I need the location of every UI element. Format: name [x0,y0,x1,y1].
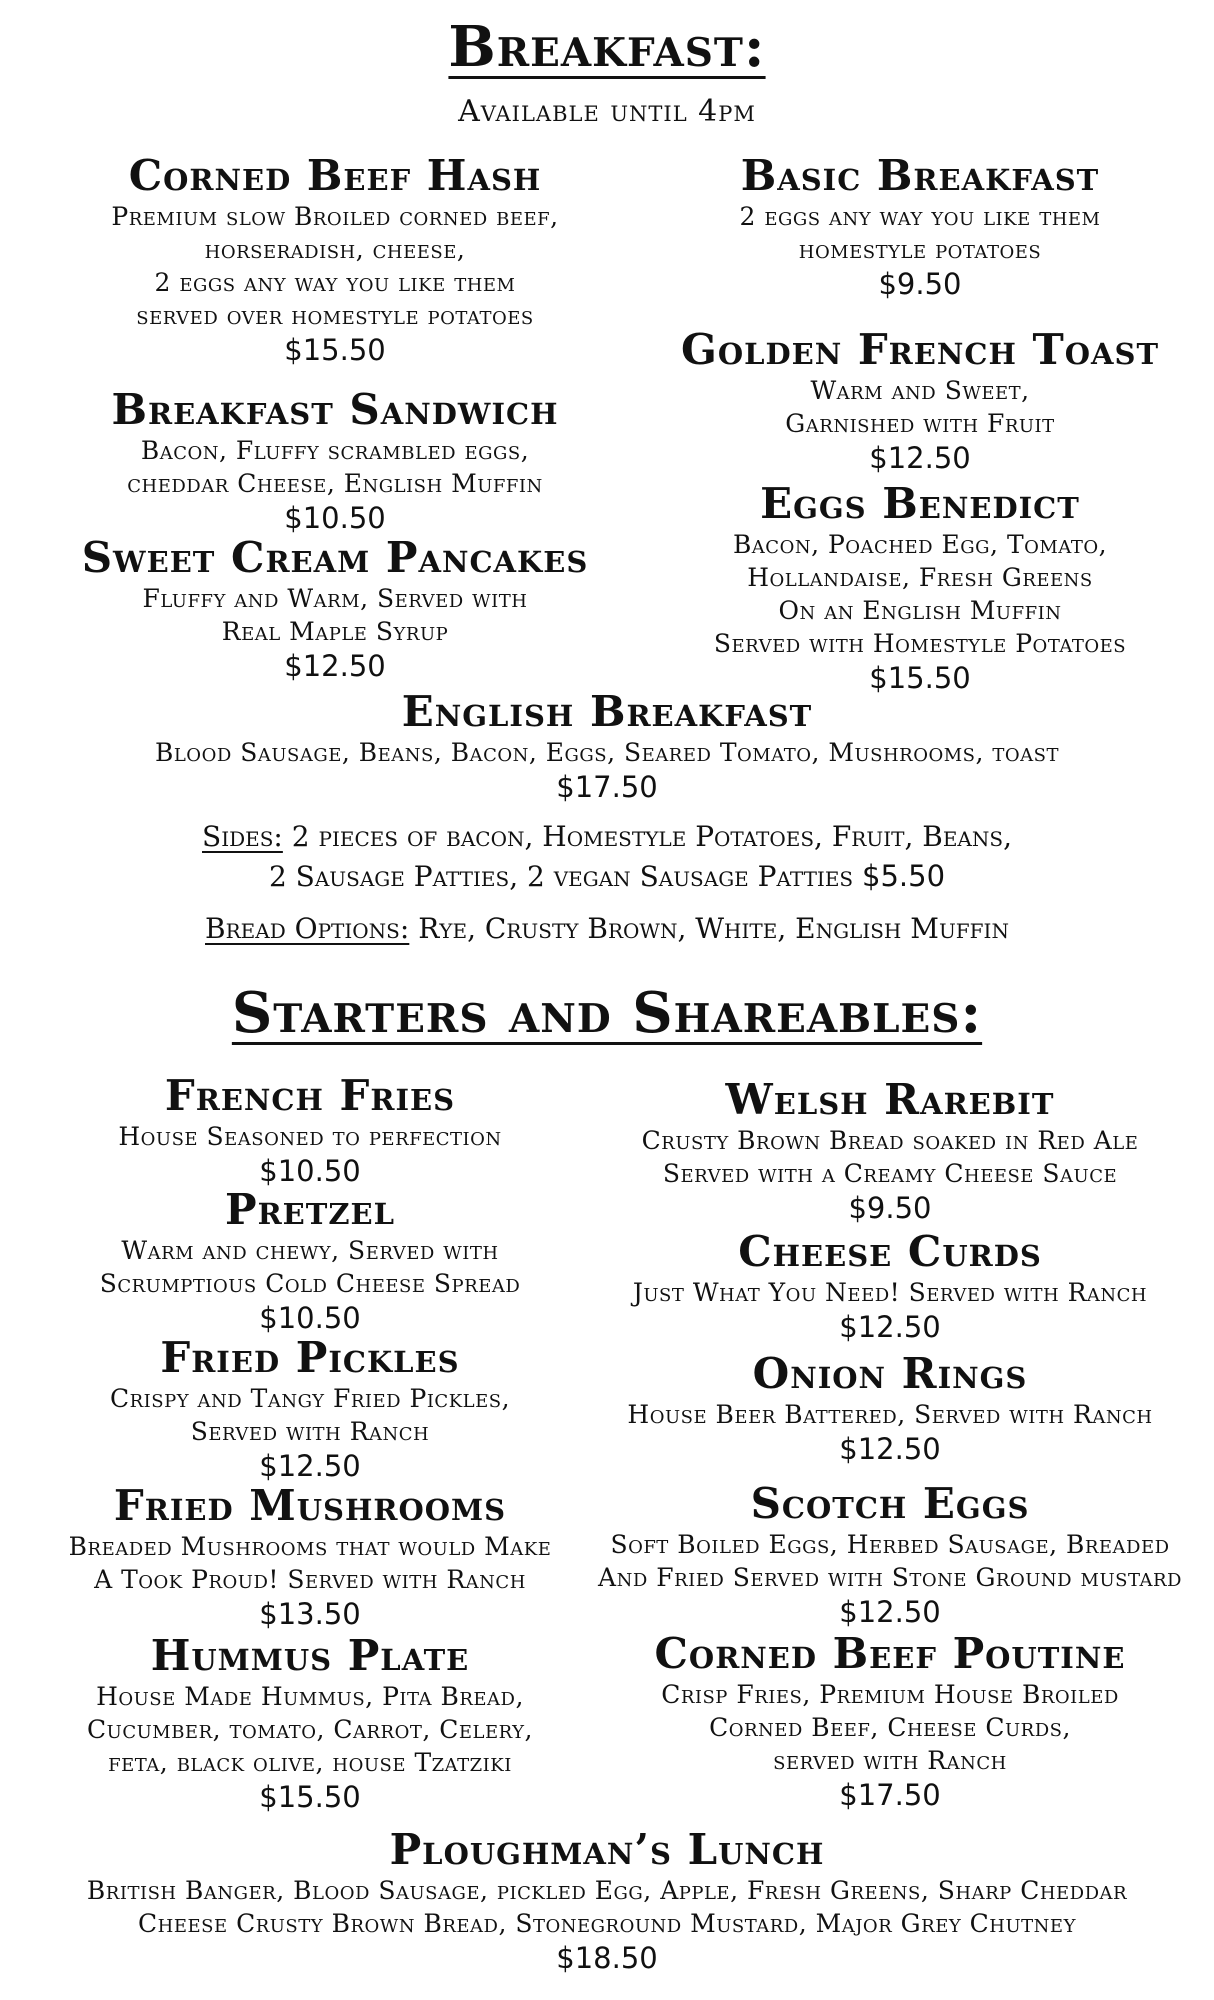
item-name: Golden French Toast [680,325,1160,374]
menu-item-sweet-cream-pancakes [40,534,630,684]
item-description: Just What You Need! Served with Ranch [632,1278,1148,1307]
item-description: Breaded Mushrooms that would Make A Took Proud! Served with Ranch [68,1532,552,1594]
item-name: Ploughman’s Lunch [389,1825,825,1874]
item-price: $9.50 [848,1191,932,1225]
sides-text-1: 2 pieces of bacon, Homestyle Potatoes, Fruit, Beans, [291,820,1012,853]
item-description: Premium slow Broiled corned beef, horseradish, cheese, 2 eggs any way you like them served over homestyle potatoes [111,202,559,330]
item-price: $17.50 [556,770,658,804]
menu-item-fried-mushrooms [10,1482,610,1632]
item-description: House Seasoned to perfection [118,1122,502,1151]
menu-item-corned-beef-hash [40,152,630,368]
bread-text: Rye, Crusty Brown, White, English Muffin [418,912,1009,945]
item-description: Blood Sausage, Beans, Bacon, Eggs, Seared Tomato, Mushrooms, toast [154,738,1059,767]
menu-item-french-fries [10,1072,610,1189]
sides-line-2 [20,858,1194,896]
menu-item-onion-rings [580,1350,1200,1467]
item-description: Crisp Fries, Premium House Broiled Corned Beef, Cheese Curds, served with Ranch [661,1680,1119,1775]
item-name: Scotch Eggs [750,1479,1030,1528]
item-price: $15.50 [869,661,971,695]
item-name: French Fries [164,1071,456,1120]
item-description: Crispy and Tangy Fried Pickles, Served with Ranch [109,1384,511,1446]
item-description: Fluffy and Warm, Served with Real Maple Syrup [142,584,528,646]
sides-price: $5.50 [862,859,946,893]
sides-line-1 [20,818,1194,856]
sides-label: Sides: [202,820,283,853]
item-description: Bacon, Poached Egg, Tomato, Hollandaise, Fresh Greens On an English Muffin Served with Homestyle Potatoes [713,530,1127,658]
item-price: $12.50 [839,1310,941,1344]
menu-item-basic-breakfast [640,152,1200,302]
item-name: Eggs Benedict [760,479,1080,528]
breakfast-subtitle: Available until 4pm [458,94,756,129]
item-price: $12.50 [259,1449,361,1483]
sides-text-2: 2 Sausage Patties, 2 vegan Sausage Patties [268,860,854,893]
item-price: $9.50 [878,267,962,301]
item-name: Pretzel [224,1185,396,1234]
menu-item-golden-french-toast [640,326,1200,476]
item-description: House Made Hummus, Pita Bread, Cucumber, tomato, Carrot, Celery, feta, black olive, house Tzatziki [87,1682,533,1777]
item-name: English Breakfast [401,687,813,736]
item-name: Cheese Curds [738,1227,1042,1276]
item-name: Basic Breakfast [740,151,1100,200]
item-name: Breakfast Sandwich [111,385,559,434]
item-name: Sweet Cream Pancakes [81,533,589,582]
item-description: House Beer Battered, Served with Ranch [627,1400,1153,1429]
item-description: Bacon, Fluffy scrambled eggs, cheddar Cheese, English Muffin [127,436,543,498]
bread-label: Bread Options: [205,912,410,945]
menu-item-eggs-benedict [640,480,1200,696]
item-name: Fried Pickles [160,1333,460,1382]
bread-options [20,910,1194,948]
item-description: Soft Boiled Eggs, Herbed Sausage, Breaded And Fried Served with Stone Ground mustard [598,1530,1182,1592]
item-price: $13.50 [259,1597,361,1631]
breakfast-title: Breakfast: [448,14,766,80]
menu-item-ploughmans-lunch [20,1826,1194,1976]
item-name: Onion Rings [752,1349,1028,1398]
item-price: $15.50 [259,1780,361,1814]
item-name: Corned Beef Hash [128,151,542,200]
item-price: $12.50 [839,1432,941,1466]
menu-item-fried-pickles [10,1334,610,1484]
item-price: $10.50 [259,1301,361,1335]
item-price: $10.50 [284,501,386,535]
menu-item-scotch-eggs [580,1480,1200,1630]
starters-title: Starters and Shareables: [231,980,983,1046]
item-price: $12.50 [869,441,971,475]
menu-item-english-breakfast [20,688,1194,805]
item-name: Hummus Plate [150,1631,470,1680]
menu-item-cheese-curds [580,1228,1200,1345]
menu-item-pretzel [10,1186,610,1336]
menu-item-corned-beef-poutine [580,1630,1200,1813]
item-price: $18.50 [556,1941,658,1975]
item-name: Corned Beef Poutine [654,1629,1126,1678]
item-price: $10.50 [259,1154,361,1188]
item-price: $17.50 [839,1778,941,1812]
item-price: $12.50 [839,1595,941,1629]
menu-item-hummus-plate [10,1632,610,1815]
item-description: Warm and chewy, Served with Scrumptious Cold Cheese Spread [99,1236,521,1298]
menu-item-breakfast-sandwich [40,386,630,536]
item-price: $15.50 [284,333,386,367]
item-description: Warm and Sweet, Garnished with Fruit [785,376,1055,438]
item-description: 2 eggs any way you like them homestyle potatoes [739,202,1101,264]
menu-item-welsh-rarebit [580,1076,1200,1226]
item-name: Welsh Rarebit [725,1075,1055,1124]
item-name: Fried Mushrooms [113,1481,507,1530]
item-description: British Banger, Blood Sausage, pickled Egg, Apple, Fresh Greens, Sharp Cheddar Cheese Crusty Brown Bread, Stoneground Mustard, Major Grey Chutney [86,1876,1128,1938]
item-price: $12.50 [284,649,386,683]
item-description: Crusty Brown Bread soaked in Red Ale Served with a Creamy Cheese Sauce [641,1126,1139,1188]
